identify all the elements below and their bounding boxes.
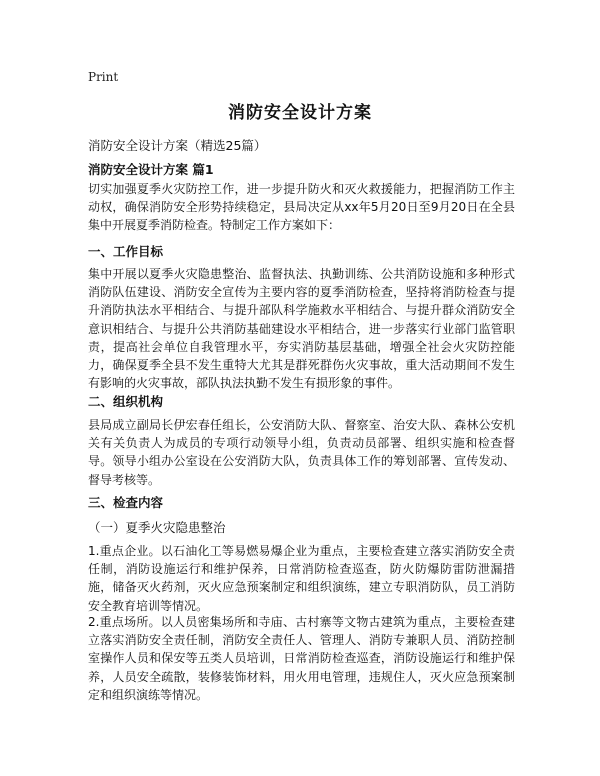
document-subtitle: 消防安全设计方案（精选25篇） <box>88 138 267 153</box>
chapter-heading: 消防安全设计方案 篇1 <box>88 162 214 177</box>
section-heading-organization: 二、组织机构 <box>88 394 164 409</box>
section-heading-goals: 一、工作目标 <box>88 244 164 259</box>
goals-paragraph: 集中开展以夏季火灾隐患整治、监督执法、执勤训练、公共消防设施和多种形式消防队伍建设、消防安全宣传为主要内容的夏季消防检查，坚持将消防检查与提升消防执法水平相结合、与提升部队科学施救水平相结合、与提升群众消防安全意识相结合、与提升公共消防基础建设水平相结合，进一步落实行业部门监管职责，提高社会单位自我管理水平，夯实消防基层基础，增强全社会火灾防控能力，确保夏季全县不发生重特大尤其是群死群伤火灾事故，重大活动期间不发生有影响的火灾事故，部队执法执勤不发生有损形象的事件。 <box>88 267 515 391</box>
intro-paragraph: 切实加强夏季火灾防控工作，进一步提升防火和灭火救援能力，把握消防工作主动权，确保消防安全形势持续稳定，县局决定从xx年5月20日至9月20日在全县集中开展夏季消防检查。特制定工作方案如下： <box>88 182 515 233</box>
inspection-item-venues: 2.重点场所。以人员密集场所和寺庙、古村寨等文物古建筑为重点，主要检查建立落实消防安全责任制，消防安全责任人、管理人、消防专兼职人员、消防控制室操作人员和保安等五类人员培训，日常消防检查巡查，消防设施运行和维护保养，人员安全疏散，装修装饰材料，用火用电管理，违规住人，灭火应急预案制定和组织演练等情况。 <box>88 615 515 702</box>
inspection-subheading: （一）夏季火灾隐患整治 <box>88 520 226 535</box>
page-title: 消防安全设计方案 <box>228 103 372 123</box>
organization-paragraph: 县局成立副局长伊宏春任组长，公安消防大队、督察室、治安大队、森林公安机关有关负责人为成员的专项行动领导小组，负责动员部署、组织实施和检查督导。领导小组办公室设在公安消防大队，负责具体工作的筹划部署、宣传发动、督导考核等。 <box>88 418 515 487</box>
section-heading-inspection: 三、检查内容 <box>88 495 164 510</box>
print-label[interactable]: Print <box>88 70 119 84</box>
inspection-item-enterprises: 1.重点企业。以石油化工等易燃易爆企业为重点，主要检查建立落实消防安全责任制，消防设施运行和维护保养，日常消防检查巡查，防火防爆防雷防泄漏措施，储备灭火药剂，灭火应急预案制定和组织演练，建立专职消防队，员工消防安全教育培训等情况。 <box>88 544 515 613</box>
